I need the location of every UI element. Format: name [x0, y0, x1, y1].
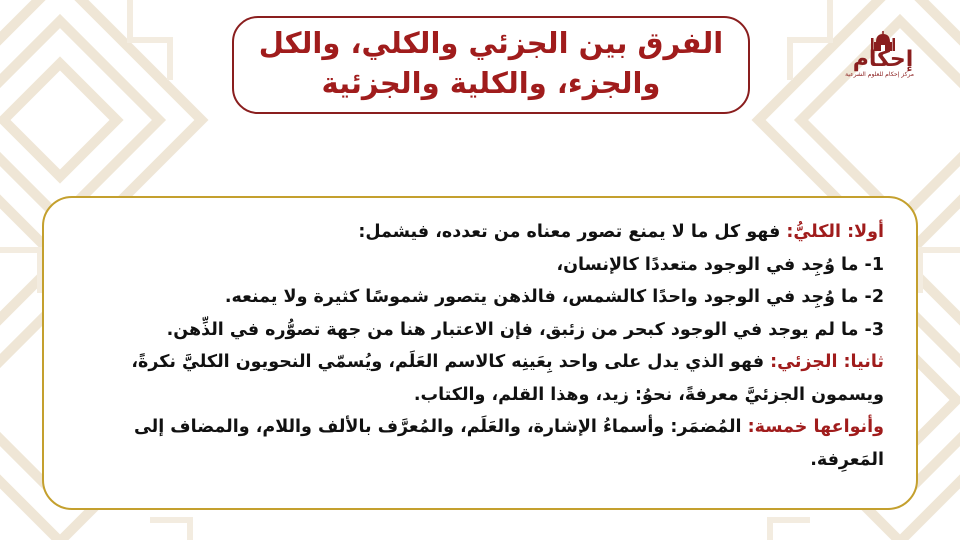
list-item-1: 1- ما وُجِد في الوجود متعددًا كالإنسان،: [556, 254, 884, 275]
types-text: المُضمَر: وأسماءُ الإشارة، والعَلَم، والمُعرَّف بالألف واللام، والمضاف إلى المَعرِفة.: [133, 417, 884, 470]
title-box: [232, 16, 750, 114]
logo-subtitle: مركز إحكام للعلوم الشرعية: [845, 71, 914, 78]
paragraph-universal: [72, 216, 884, 249]
types-label: وأنواعها خمسة:: [747, 417, 884, 437]
title-line-2: والجزء، والكلية والجزئية: [321, 66, 661, 100]
particular-label: ثانيا: الجزئي:: [770, 352, 884, 372]
universal-label: أولا: الكليُّ:: [786, 222, 884, 242]
paragraph-types: [72, 411, 884, 476]
particular-definition: فهو الذي يدل على واحد بِعَينِه كالاسم العَلَم، ويُسمّي النحويون الكليَّ نكرةً، ويسمون الجزئيَّ معرفةً، نحوُ: زيد، وهذا القلم، والكتاب.: [131, 352, 884, 405]
logo-wordmark: إحكام: [852, 47, 914, 72]
title-line-1: الفرق بين الجزئي والكلي، والكل: [258, 26, 724, 60]
content-box: [42, 196, 918, 510]
list-item-2: 2- ما وُجِد في الوجود واحدًا كالشمس، فالذهن يتصور شموسًا كثيرة ولا يمنعه.: [224, 287, 884, 307]
brand-logo: [845, 30, 914, 96]
paragraph-particular: [72, 346, 884, 411]
list-item-3: 3- ما لم يوجد في الوجود كبحر من زئبق، فإن الاعتبار هنا من جهة تصوُّره في الذِّهن.: [166, 319, 884, 340]
universal-definition: فهو كل ما لا يمنع تصور معناه من تعدده، فيشمل:: [358, 222, 787, 242]
